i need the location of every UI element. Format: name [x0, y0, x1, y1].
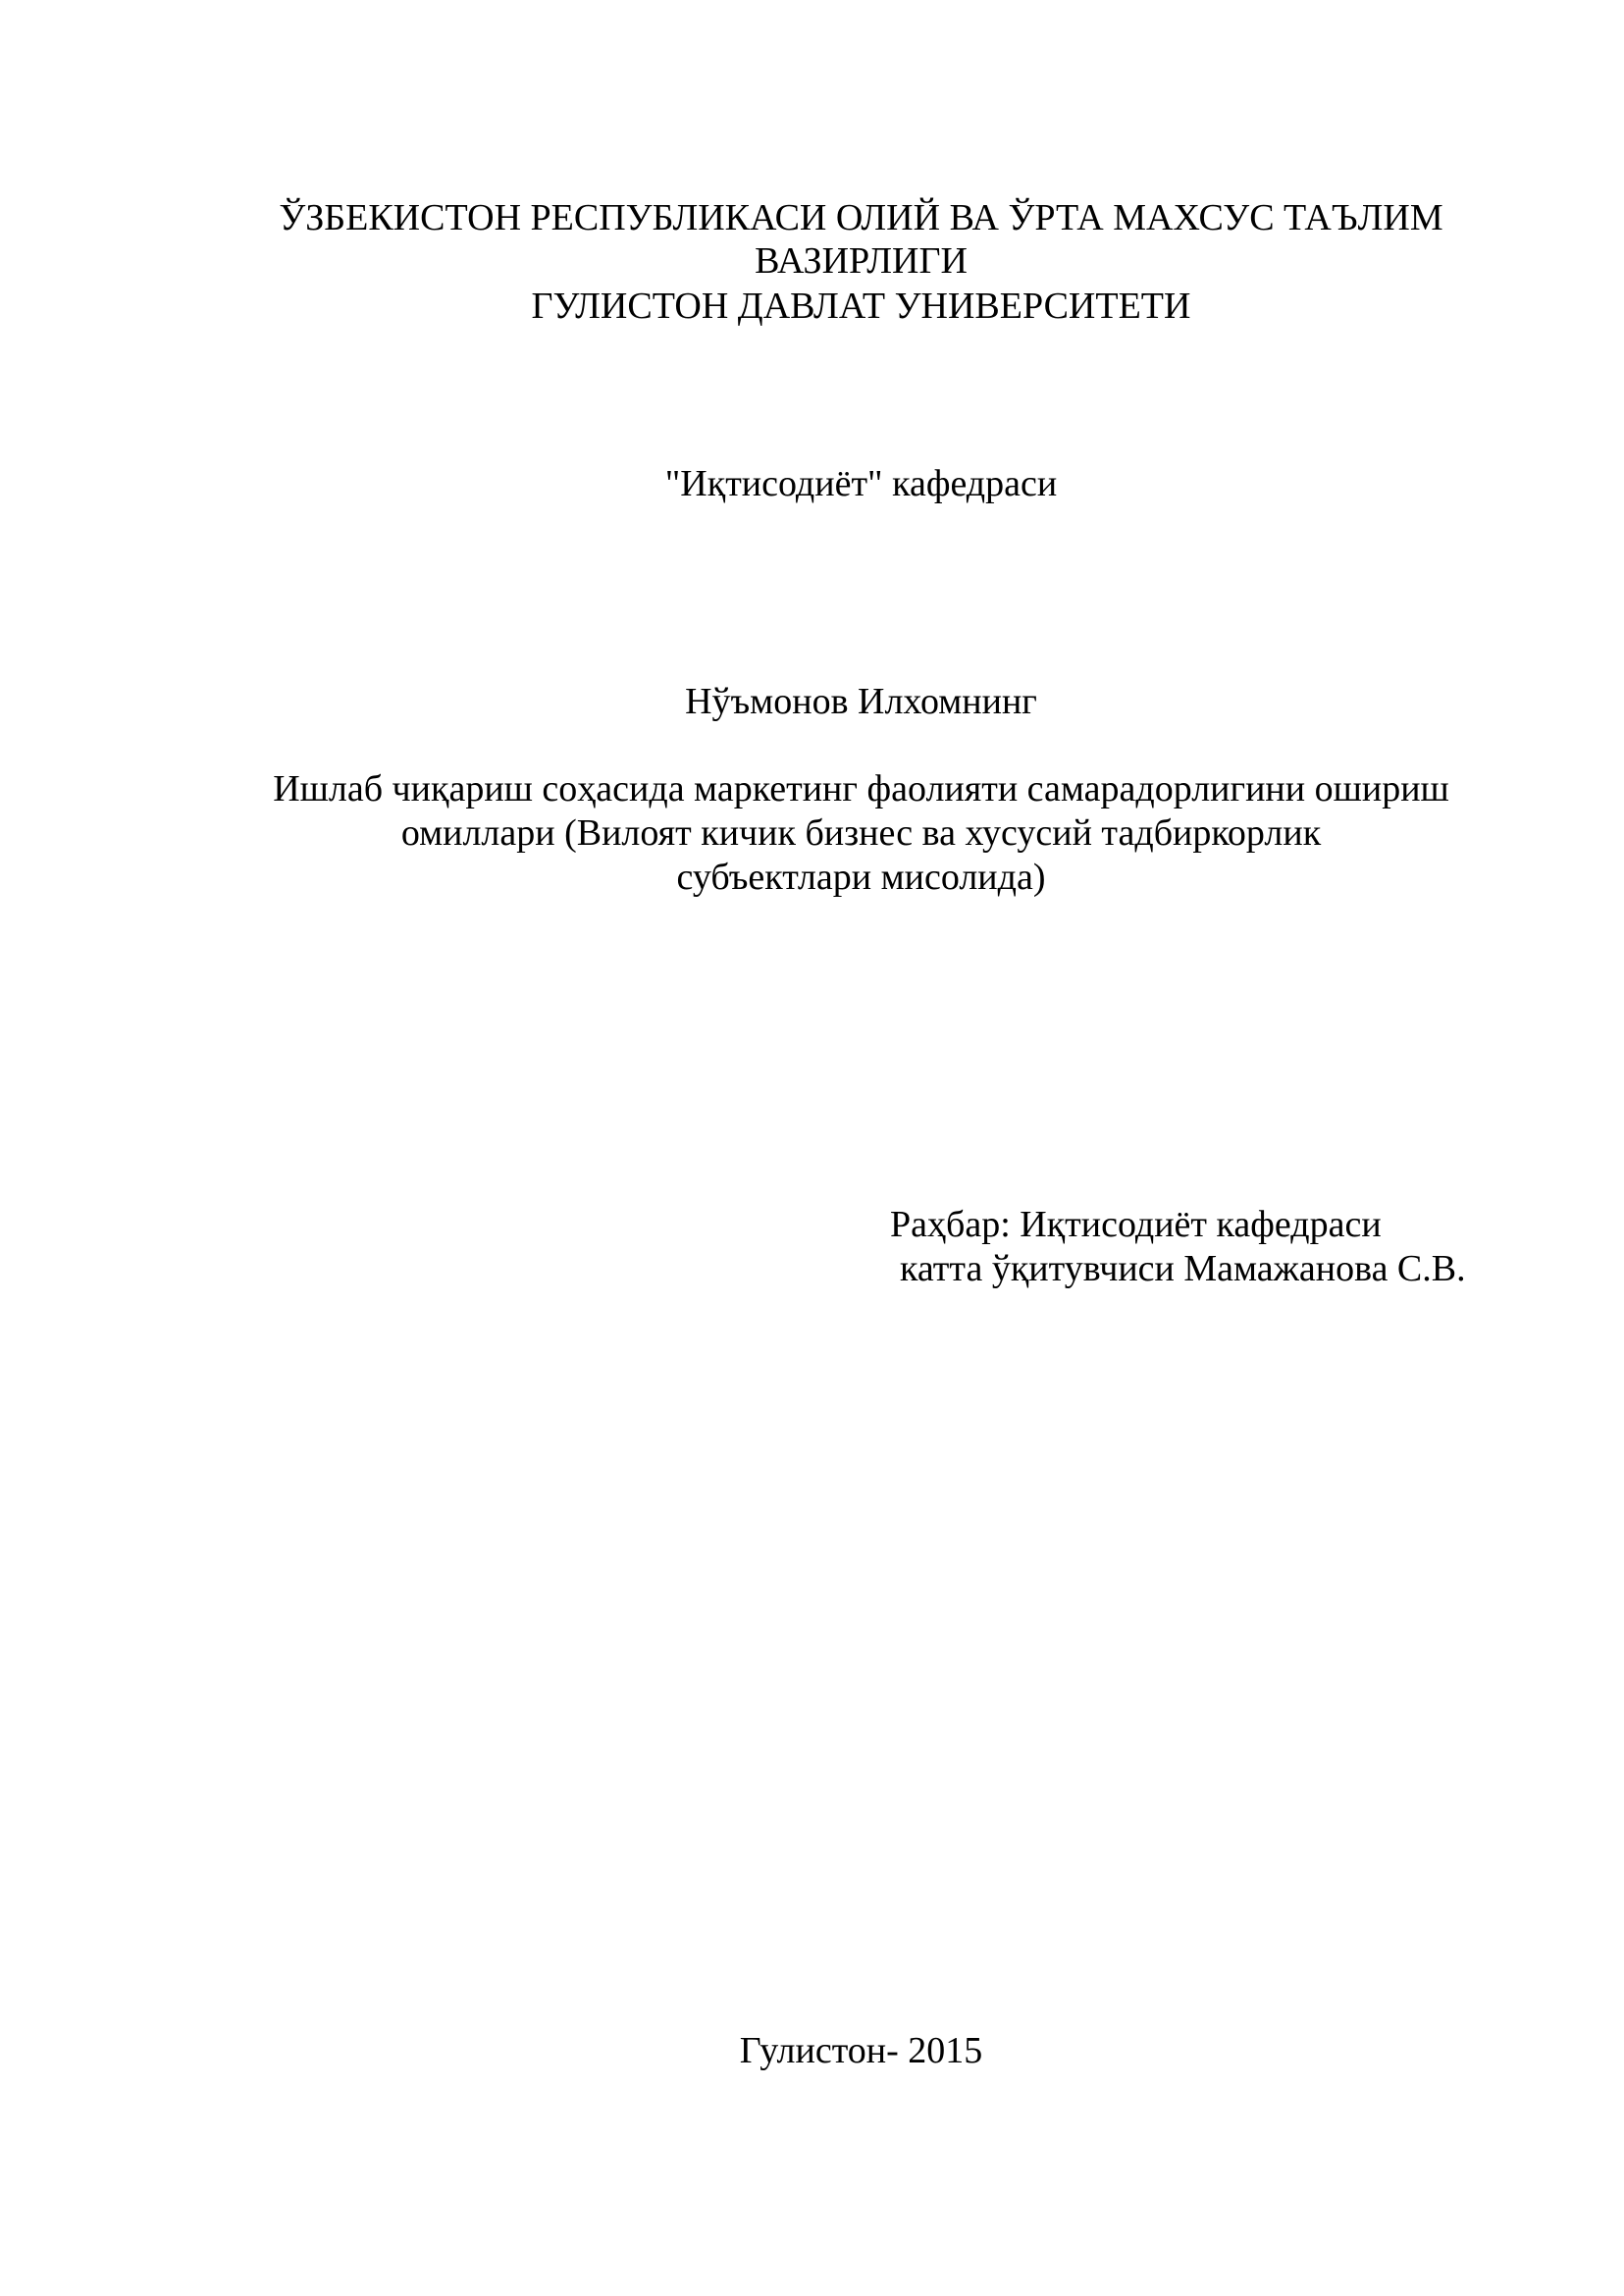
supervisor-line-2: катта ўқитувчиси Мамажанова С.В. — [900, 1248, 1466, 1289]
supervisor-line-1: Раҳбар: Иқтисодиёт кафедраси — [890, 1204, 1382, 1245]
thesis-title-line-1: Ишлаб чиқариш соҳасида маркетинг фаолияти самарадорлигини ошириш — [273, 768, 1449, 809]
student-name: Нўъмонов Илхомнинг — [685, 681, 1037, 722]
ministry-title-line-1: ЎЗБЕКИСТОН РЕСПУБЛИКАСИ ОЛИЙ ВА ЎРТА МАХСУС ТАЪЛИМ — [279, 197, 1443, 238]
ministry-title-line-2: ВАЗИРЛИГИ — [755, 240, 968, 282]
university-name: ГУЛИСТОН ДАВЛАТ УНИВЕРСИТЕТИ — [531, 286, 1191, 327]
thesis-title-line-3: субъектлари мисолида) — [676, 857, 1046, 898]
department-name: "Иқтисодиёт" кафедраси — [664, 463, 1058, 504]
place-and-year: Гулистон- 2015 — [739, 2030, 983, 2071]
thesis-title-line-2: омиллари (Вилоят кичик бизнес ва хусусий тадбиркорлик — [400, 812, 1322, 854]
